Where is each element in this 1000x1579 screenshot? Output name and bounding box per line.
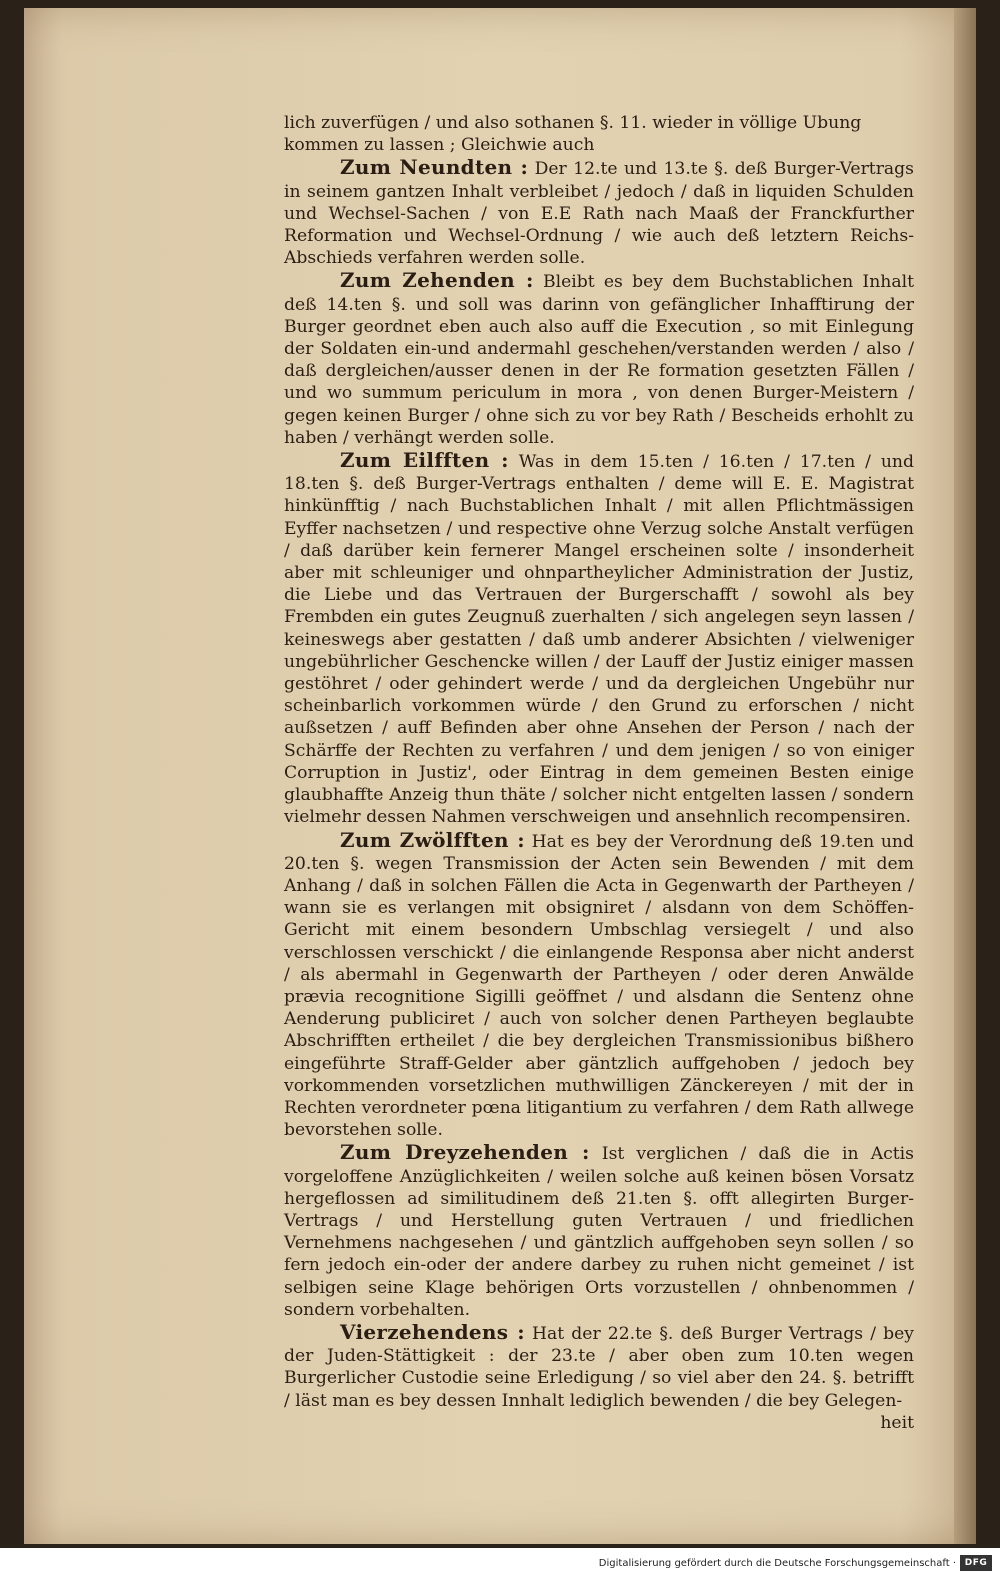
funding-credit: Digitalisierung gefördert durch die Deutsche Forschungsgemeinschaft · (598, 1558, 956, 1569)
section-heading: Zum Zehenden : (340, 268, 534, 293)
document-text (284, 112, 914, 1434)
section-heading: Zum Zwölfften : (340, 827, 525, 852)
paragraph-dreyzehenden (284, 1141, 914, 1321)
page-gutter (954, 8, 976, 1544)
paragraph-continuation (284, 112, 914, 156)
paragraph-neundten (284, 156, 914, 269)
paragraph-text: Bleibt es bey dem Buchstablichen Inhalt deß 14.ten §. und soll was darinn von gefänglicher Inhafftirung der Burger geordnet eben auch also auff die Execution , so mit Einlegung der Soldaten ein-und andermahl geschehen/verstanden werden / also / daß dergleichen/ausser denen in der Re formation gesetzten Fällen / und wo summum periculum in mora , von denen Burger-Meistern / gegen keinen Burger / ohne sich zu vor bey Rath / Bescheids erhohlt zu haben / verhängt werden solle. (284, 272, 914, 448)
paragraph-text: Der 12.te und 13.te §. deß Burger-Vertrags in seinem gantzen Inhalt verbleibet / jedoch / daß in liquiden Schulden und Wechsel-Sachen / von E.E Rath nach Maaß der Franckfurther Reformation und Wechsel-Ordnung / wie auch deß letztern Reichs-Abschieds verfahren werden solle. (284, 159, 915, 269)
paragraph-text: Hat es bey der Verordnung deß 19.ten und 20.ten §. wegen Transmission der Acten sein Bewenden / mit dem Anhang / daß in solchen Fällen die Acta in Gegenwarth der Partheyen / wann sie es verlangen mit obsigniret / alsdann von dem Schöffen-Gericht mit einem besondern Umbschlag versiegelt / und also verschlossen verschickt / die einlangende Responsa aber nicht anderst / als abermahl in Gegenwarth der Partheyen / oder deren Anwälde prævia recognitione Sigilli geöffnet / und alsdann die Sentenz ohne Aenderung publiciret / auch von solcher denen Partheyen beglaubte Abschrifften ertheilet / die bey dergleichen Transmissionibus bißhero eingeführte Straff-Gelder aber gäntzlich auffgehoben / jedoch bey vorkommenden vorsetzlichen muthwilligen Zänckereyen / mit der in Rechten verordneter pœna litigantium zu verfahren / dem Rath allwege bevorstehen solle. (284, 831, 914, 1141)
section-heading: Vierzehendens : (340, 1319, 525, 1344)
paragraph-eilfften (284, 449, 914, 828)
paragraph-text: Hat der 22.te §. deß Burger Vertrags / bey der Juden-Stättigkeit : der 23.te / aber oben zum 10.ten wegen Burgerlicher Custodie seine Erledigung / so viel aber den 24. §. betrifft / läst man es bey dessen Innhalt lediglich bewenden / die bey Gelegen- (284, 1323, 914, 1411)
paragraph-text: lich zuverfügen / und also sothanen §. 11. wieder in völlige Ubung kommen zu lassen ; Gleichwie auch (284, 113, 862, 156)
dfg-logo-icon: DFG (960, 1555, 992, 1571)
paragraph-vierzehendens (284, 1321, 914, 1412)
paragraph-text: Was in dem 15.ten / 16.ten / 17.ten / und 18.ten §. deß Burger-Vertrags enthalten / deme will E. E. Magistrat hinkünfftig / nach Buchstablichen Inhalt / mit allen Pflichtmässigen Eyffer nachsetzen / und respective ohne Verzug solche Anstalt verfügen / daß darüber kein fernerer Mangel erscheinen solte / insonderheit aber mit schleuniger und ohnpartheylicher Administration der Justiz, die Liebe und das Vertrauen der Burgerschafft / sowohl als bey Frembden ein gutes Zeugnuß zuerhalten / sich angelegen seyn lassen / keineswegs aber gestatten / daß umb anderer Absichten / vielweniger ungebührlicher Geschencke willen / der Lauff der Justiz einiger massen gestöhret / oder gehindert werde / und da dergleichen Ungebühr nur scheinbarlich vorkommen würde / den Grund zu erforschen / nicht außsetzen / auff Befinden aber ohne Ansehen der Person / nach der Schärffe der Rechten zu verfahren / und dem jenigen / so von einiger Corruption in Justiz', oder Eintrag in dem gemeinen Besten einige glaubhaffte Anzeig thun thäte / solcher nicht entgelten lassen / sondern vielmehr dessen Nahmen verschweigen und ansehnlich recompensiren. (284, 452, 915, 828)
paragraph-zwoelfften (284, 829, 914, 1142)
paragraph-zehenden (284, 269, 914, 449)
catchword: heit (880, 1412, 914, 1433)
section-heading: Zum Neundten : (340, 155, 529, 180)
section-heading: Zum Eilfften : (340, 448, 509, 473)
paragraph-text: Ist verglichen / daß die in Actis vorgeloffene Anzüglichkeiten / weilen solche auß keinen bösen Vorsatz hergeflossen ad similitudinem deß 21.ten §. offt allegirten Burger-Vertrags / und Herstellung guten Vertrauen / und friedlichen Vernehmens nachgesehen / und gäntzlich auffgehoben seyn sollen / so fern jedoch ein-oder der andere darbey zu ruhen nicht gemeinet / ist selbigen seine Klage behörigen Orts vorzustellen / ohnbenommen / sondern vorbehalten. (284, 1144, 914, 1320)
section-heading: Zum Dreyzehenden : (340, 1140, 590, 1165)
